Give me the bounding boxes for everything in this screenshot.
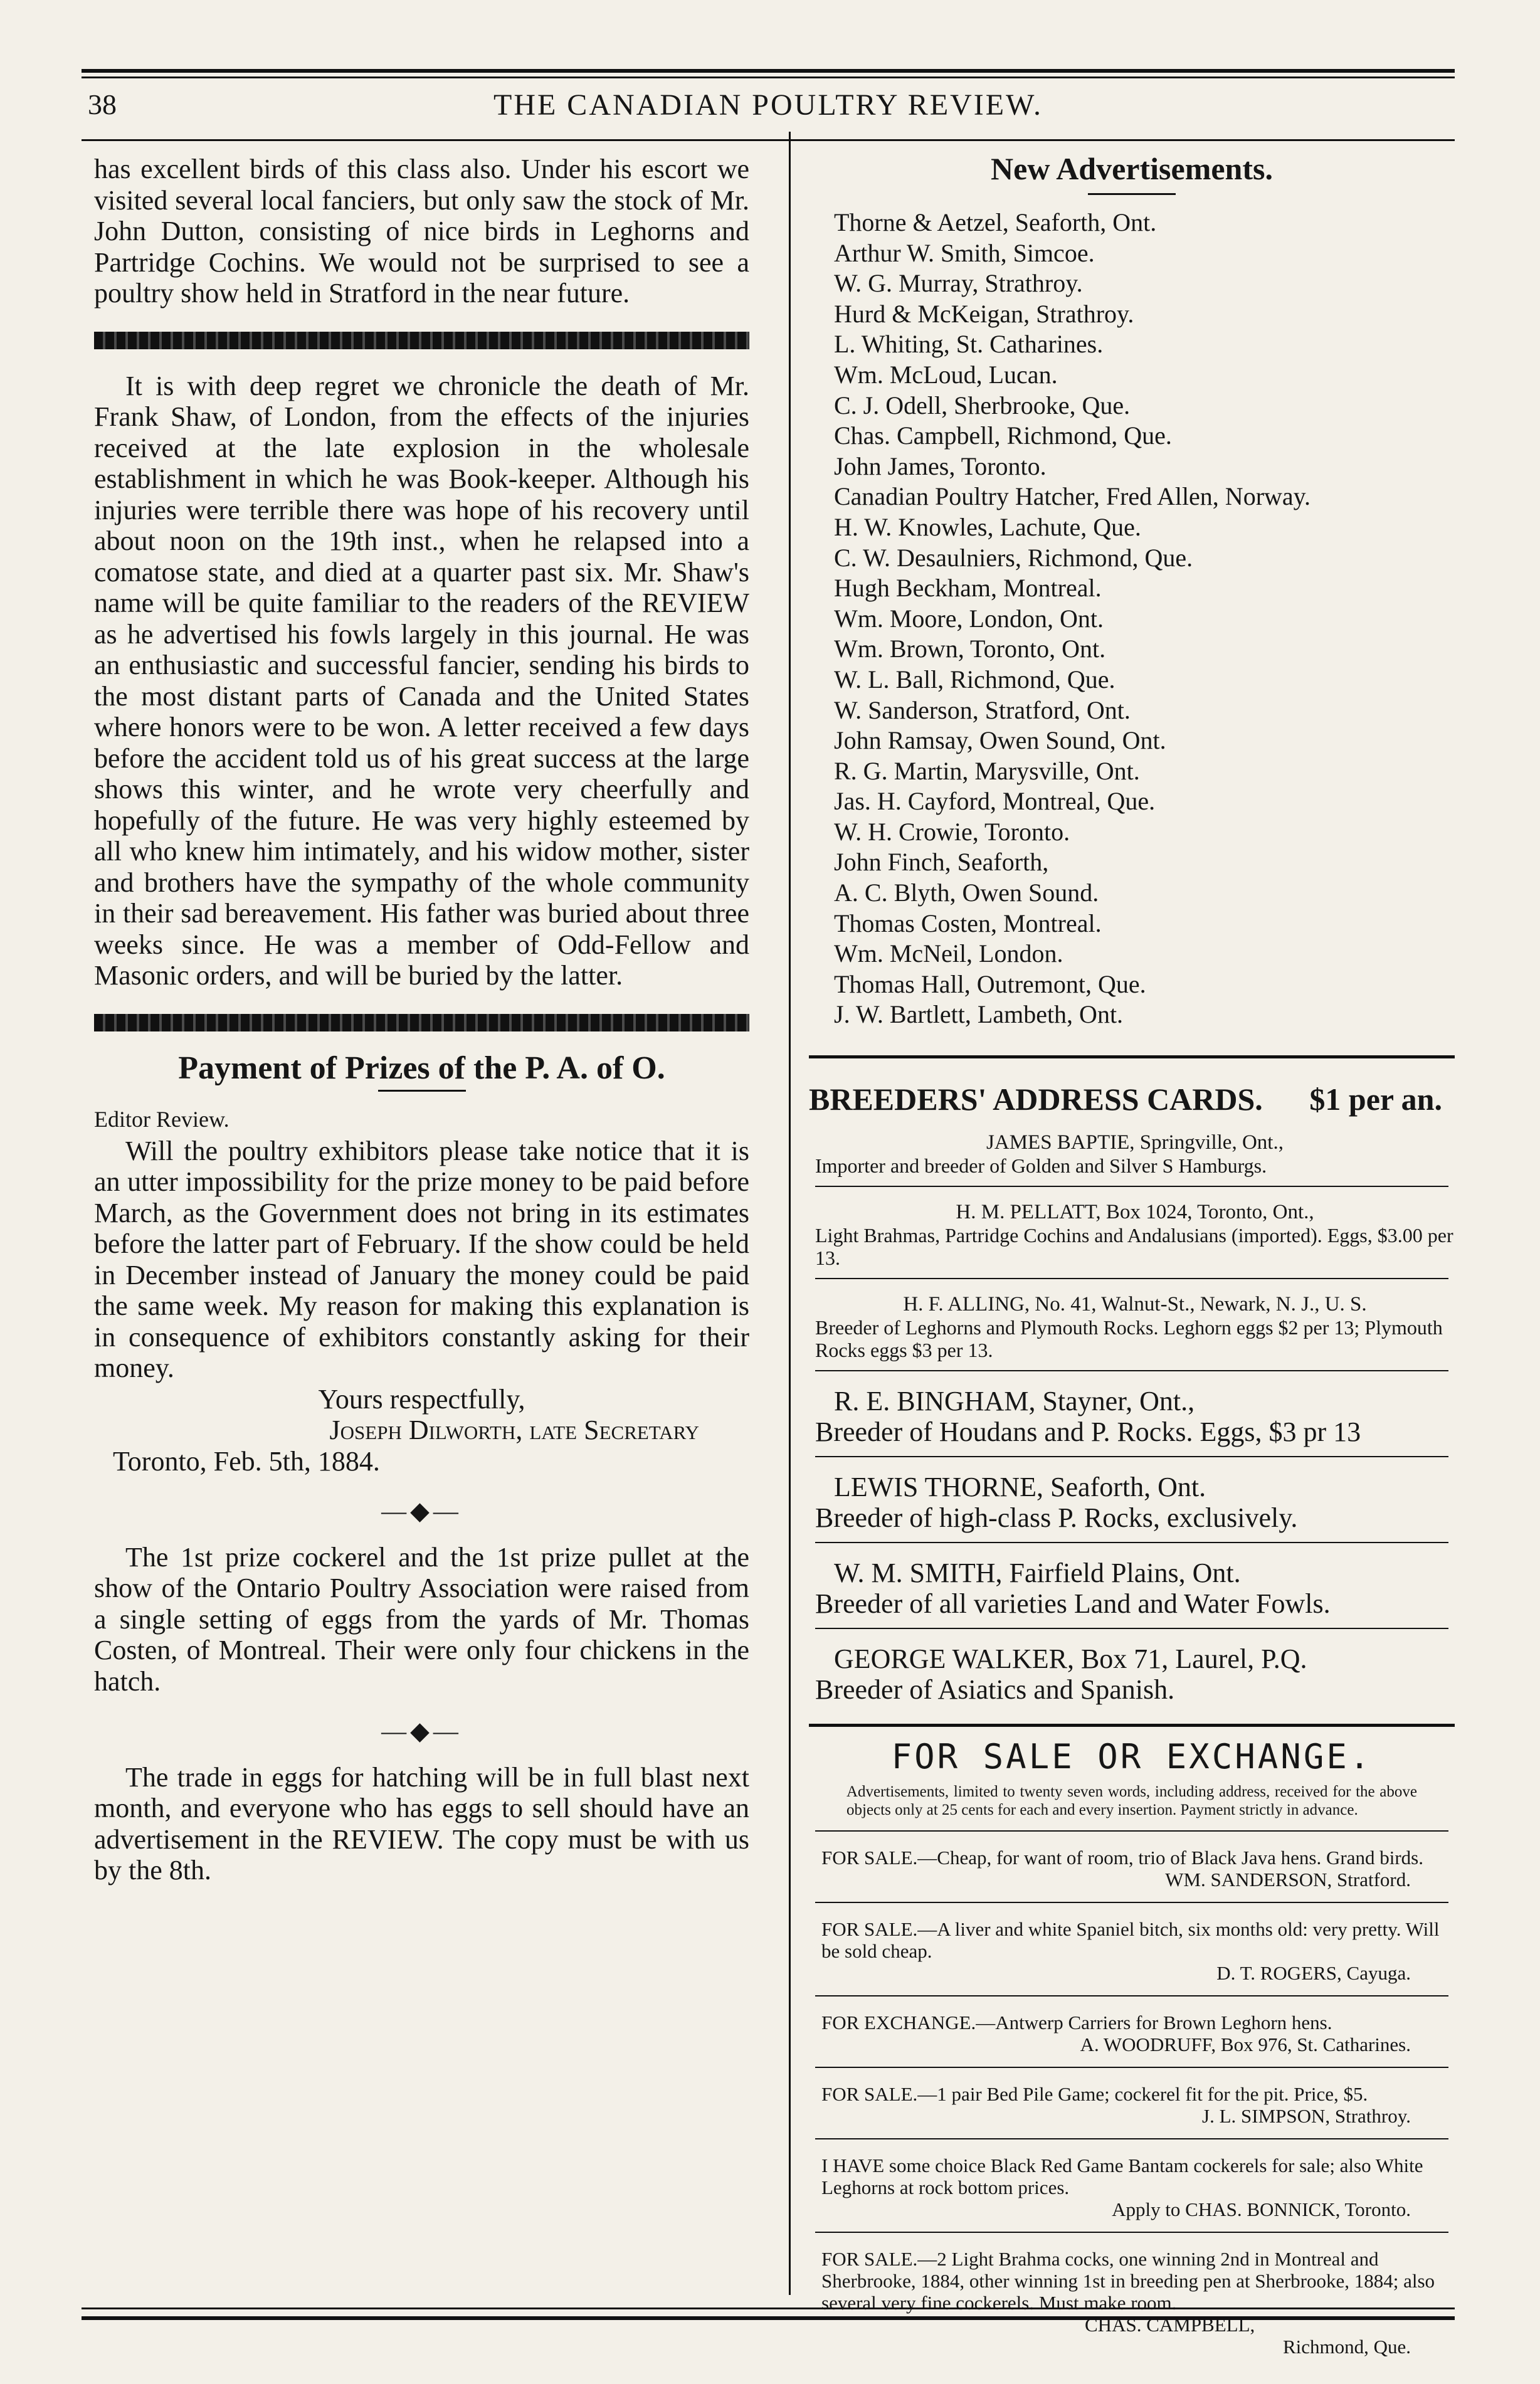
ad-text: I HAVE some choice Black Red Game Bantam cockerels for sale; also White Leghorns at rock bottom prices. bbox=[821, 2155, 1423, 2199]
page-header bbox=[82, 82, 1455, 132]
list-item: Canadian Poultry Hatcher, Fred Allen, Norway. bbox=[834, 482, 1311, 511]
heading-underline bbox=[378, 1090, 466, 1092]
for-sale-terms: Advertisements, limited to twenty seven words, including address, received for the above objects only at 25 cents for each and every insertion. Payment strictly in advance. bbox=[846, 1783, 1417, 1819]
breeder-description: Breeder of high-class P. Rocks, exclusively. bbox=[815, 1502, 1298, 1534]
breeder-description: Light Brahmas, Partridge Cochins and Andalusians (imported). Eggs, $3.00 per 13. bbox=[815, 1224, 1453, 1270]
ad-text: FOR SALE.—1 pair Bed Pile Game; cockerel fit for the pit. Price, $5. bbox=[821, 2083, 1368, 2106]
breeder-description: Breeder of all varieties Land and Water Fowls. bbox=[815, 1588, 1331, 1620]
breeder-name: H. M. PELLATT, Box 1024, Toronto, Ont., bbox=[956, 1201, 1314, 1224]
list-item: Arthur W. Smith, Simcoe. bbox=[834, 238, 1095, 267]
ad-divider bbox=[815, 1995, 1448, 1996]
list-item: C. J. Odell, Sherbrooke, Que. bbox=[834, 391, 1131, 419]
ornament-divider: —◆— bbox=[381, 1497, 462, 1525]
breeder-description: Importer and breeder of Golden and Silver S Hamburgs. bbox=[815, 1154, 1267, 1178]
section-divider bbox=[94, 1014, 749, 1031]
classified-ad bbox=[809, 2155, 1455, 2220]
payment-heading: Payment of Prizes of the P. A. of O. bbox=[178, 1050, 665, 1086]
list-item: W. H. Crowie, Toronto. bbox=[834, 817, 1070, 846]
header-rule bbox=[82, 139, 1455, 141]
list-item: Thomas Costen, Montreal. bbox=[834, 909, 1102, 937]
ad-divider bbox=[815, 2138, 1448, 2139]
article-stratford: has excellent birds of this class also. Under his escort we visited several local fanciers, but only saw the stock of Mr. John Dutton, consisting of nice birds in Leghorns and Partridge Cochins. We would not be surprised to see a poultry show held in Stratford in the near future. bbox=[94, 154, 749, 309]
list-item: John James, Toronto. bbox=[834, 451, 1047, 480]
page-number: 38 bbox=[88, 88, 117, 120]
classified-ad bbox=[809, 1918, 1455, 1984]
classified-ad bbox=[809, 2083, 1455, 2127]
top-border-inner-rule bbox=[82, 76, 1455, 78]
new-ads-list bbox=[809, 208, 1455, 1030]
card-divider bbox=[815, 1628, 1448, 1629]
top-border-rule bbox=[82, 69, 1455, 73]
left-column bbox=[94, 154, 749, 1886]
ad-signature: WM. SANDERSON, Stratford. bbox=[1165, 1869, 1411, 1891]
ornament-divider: —◆— bbox=[381, 1717, 462, 1745]
list-item: Wm. Brown, Toronto, Ont. bbox=[834, 635, 1106, 663]
breeder-name: JAMES BAPTIE, Springville, Ont., bbox=[986, 1131, 1284, 1154]
breeder-description: Breeder of Leghorns and Plymouth Rocks. Leghorn eggs $2 per 13; Plymouth Rocks eggs $3 per 13. bbox=[815, 1316, 1443, 1362]
ad-text: FOR SALE.—2 Light Brahma cocks, one winning 2nd in Montreal and Sherbrooke, 1884, other winning 1st in breeding pen at Sherbrooke, 1884; also several very fine cockerels. Must make room. bbox=[821, 2248, 1435, 2314]
column-divider bbox=[789, 132, 791, 2295]
breeder-name: LEWIS THORNE, Seaforth, Ont. bbox=[834, 1472, 1206, 1503]
ad-divider bbox=[815, 2067, 1448, 2068]
ad-signature: CHAS. CAMPBELL, bbox=[1085, 2314, 1255, 2336]
list-item: H. W. Knowles, Lachute, Que. bbox=[834, 512, 1141, 541]
breeders-cards-heading bbox=[809, 1081, 1455, 1117]
list-item: L. Whiting, St. Catharines. bbox=[834, 330, 1104, 359]
breeder-card bbox=[809, 1643, 1455, 1705]
breeder-card bbox=[809, 1385, 1455, 1447]
section-rule bbox=[809, 1055, 1455, 1058]
breeder-name: W. M. SMITH, Fairfield Plains, Ont. bbox=[834, 1558, 1241, 1589]
ad-text: FOR EXCHANGE.—Antwerp Carriers for Brown Leghorn hens. bbox=[821, 2012, 1332, 2034]
list-item: W. Sanderson, Stratford, Ont. bbox=[834, 695, 1131, 724]
article-prize-cockerel: The 1st prize cockerel and the 1st prize pullet at the show of the Ontario Poultry Association were raised from a single setting of eggs from the yards of Mr. Thomas Costen, of Montreal. Their were only four chickens in the hatch. bbox=[94, 1541, 749, 1697]
list-item: Jas. H. Cayford, Montreal, Que. bbox=[834, 787, 1156, 816]
classified-ad bbox=[809, 2012, 1455, 2055]
list-item: W. L. Ball, Richmond, Que. bbox=[834, 665, 1115, 694]
payment-letter-body: Will the poultry exhibitors please take notice that it is an utter impossibility for the prize money to be paid before March, as the Government does not bring in its estimates before the latter part of February. If the show could be held in December instead of January the money could be paid the same week. My reason for making this explanation is in consequence of exhibitors constantly asking for their money. bbox=[94, 1135, 749, 1383]
breeder-description: Breeder of Asiatics and Spanish. bbox=[815, 1674, 1175, 1706]
list-item: Hurd & McKeigan, Strathroy. bbox=[834, 299, 1134, 328]
section-divider bbox=[94, 332, 749, 349]
list-item: J. W. Bartlett, Lambeth, Ont. bbox=[834, 1000, 1124, 1029]
breeders-price: $1 per an. bbox=[1309, 1082, 1442, 1117]
list-item: C. W. Desaulniers, Richmond, Que. bbox=[834, 543, 1193, 572]
article-obituary-frank-shaw: It is with deep regret we chronicle the death of Mr. Frank Shaw, of London, from the effects of the injuries received at the late explosion in the wholesale establishment in which he was Book-keeper. Although his injuries were terrible there was hope of his recovery until about noon on the 19th inst., when he relapsed into a comatose state, and died at a quarter past six. Mr. Shaw's name will be quite familiar to the readers of the REVIEW as he advertised his fowls largely in this journal. He was an enthusiastic and successful fancier, sending his birds to the most distant parts of Canada and the United States where honors were to be won. A letter received a few days before the accident told us of his great success at the large shows this winter, and he wrote very cheerfully and hopefully of the future. He was very highly esteemed by all who knew him intimately, and his widow mother, sister and brothers have the sympathy of the whole community in their sad bereavement. His father was buried about three weeks since. He was a member of Odd-Fellow and Masonic orders, and will be buried by the latter. bbox=[94, 370, 749, 991]
breeder-description: Breeder of Houdans and P. Rocks. Eggs, $3 pr 13 bbox=[815, 1416, 1361, 1448]
list-item: Thomas Hall, Outremont, Que. bbox=[834, 969, 1146, 998]
payment-closing: Yours respectfully, bbox=[318, 1383, 525, 1415]
payment-salutation: Editor Review. bbox=[94, 1107, 229, 1132]
list-item: Wm. Moore, London, Ont. bbox=[834, 604, 1104, 633]
list-item: Wm. McNeil, London. bbox=[834, 939, 1063, 968]
breeder-card bbox=[809, 1471, 1455, 1533]
payment-place-date: Toronto, Feb. 5th, 1884. bbox=[113, 1445, 380, 1477]
card-divider bbox=[815, 1186, 1448, 1187]
journal-title: THE CANADIAN POULTRY REVIEW. bbox=[493, 88, 1043, 122]
ad-divider bbox=[815, 1902, 1448, 1903]
section-rule bbox=[809, 1724, 1455, 1727]
classified-ad bbox=[809, 1847, 1455, 1891]
list-item: W. G. Murray, Strathroy. bbox=[834, 269, 1083, 298]
breeder-card bbox=[809, 1293, 1455, 1361]
ad-divider bbox=[815, 2232, 1448, 2233]
card-divider bbox=[815, 1456, 1448, 1457]
for-sale-title: FOR SALE OR EXCHANGE. bbox=[891, 1737, 1373, 1777]
new-ads-title: New Advertisements. bbox=[991, 151, 1273, 186]
list-item: Chas. Campbell, Richmond, Que. bbox=[834, 421, 1172, 450]
ad-text: FOR SALE.—Cheap, for want of room, trio of Black Java hens. Grand birds. bbox=[821, 1847, 1423, 1869]
breeders-title: BREEDERS' ADDRESS CARDS. bbox=[809, 1082, 1263, 1117]
bottom-border-inner-rule bbox=[82, 2308, 1455, 2309]
list-item: R. G. Martin, Marysville, Ont. bbox=[834, 756, 1140, 785]
heading-underline bbox=[1088, 193, 1176, 195]
ad-signature: Apply to CHAS. BONNICK, Toronto. bbox=[1112, 2198, 1411, 2221]
ad-text: FOR SALE.—A liver and white Spaniel bitch, six months old: very pretty. Will be sold cheap. bbox=[821, 1918, 1440, 1963]
list-item: Wm. McLoud, Lucan. bbox=[834, 360, 1058, 389]
list-item: John Ramsay, Owen Sound, Ont. bbox=[834, 726, 1166, 755]
breeder-name: GEORGE WALKER, Box 71, Laurel, P.Q. bbox=[834, 1643, 1307, 1675]
card-divider bbox=[815, 1278, 1448, 1279]
breeder-card bbox=[809, 1131, 1455, 1177]
bottom-border-rule bbox=[82, 2316, 1455, 2320]
classified-ad bbox=[809, 2248, 1455, 2358]
right-column bbox=[809, 150, 1455, 2358]
article-egg-trade: The trade in eggs for hatching will be in full blast next month, and everyone who has eggs to sell should have an advertisement in the REVIEW. The copy must be with us by the 8th. bbox=[94, 1761, 749, 1886]
ad-signature: J. L. SIMPSON, Strathroy. bbox=[1202, 2105, 1411, 2128]
list-item: John Finch, Seaforth, bbox=[834, 848, 1049, 877]
ad-signature: A. WOODRUFF, Box 976, St. Catharines. bbox=[1080, 2033, 1411, 2056]
payment-signature: Joseph Dilworth, late Secretary bbox=[329, 1415, 699, 1445]
ad-signature-location: Richmond, Que. bbox=[1282, 2336, 1411, 2358]
list-item: Thorne & Aetzel, Seaforth, Ont. bbox=[834, 208, 1157, 236]
breeder-name: R. E. BINGHAM, Stayner, Ont., bbox=[834, 1386, 1195, 1417]
page-frame bbox=[82, 69, 1455, 2358]
ad-divider bbox=[815, 1830, 1448, 1832]
card-divider bbox=[815, 1542, 1448, 1543]
breeder-name: H. F. ALLING, No. 41, Walnut-St., Newark, N. J., U. S. bbox=[903, 1293, 1367, 1316]
list-item: A. C. Blyth, Owen Sound. bbox=[834, 878, 1099, 907]
card-divider bbox=[815, 1370, 1448, 1371]
list-item: Hugh Beckham, Montreal. bbox=[834, 574, 1102, 603]
breeder-card bbox=[809, 1201, 1455, 1269]
breeder-card bbox=[809, 1557, 1455, 1619]
ad-signature: D. T. ROGERS, Cayuga. bbox=[1216, 1962, 1411, 1985]
